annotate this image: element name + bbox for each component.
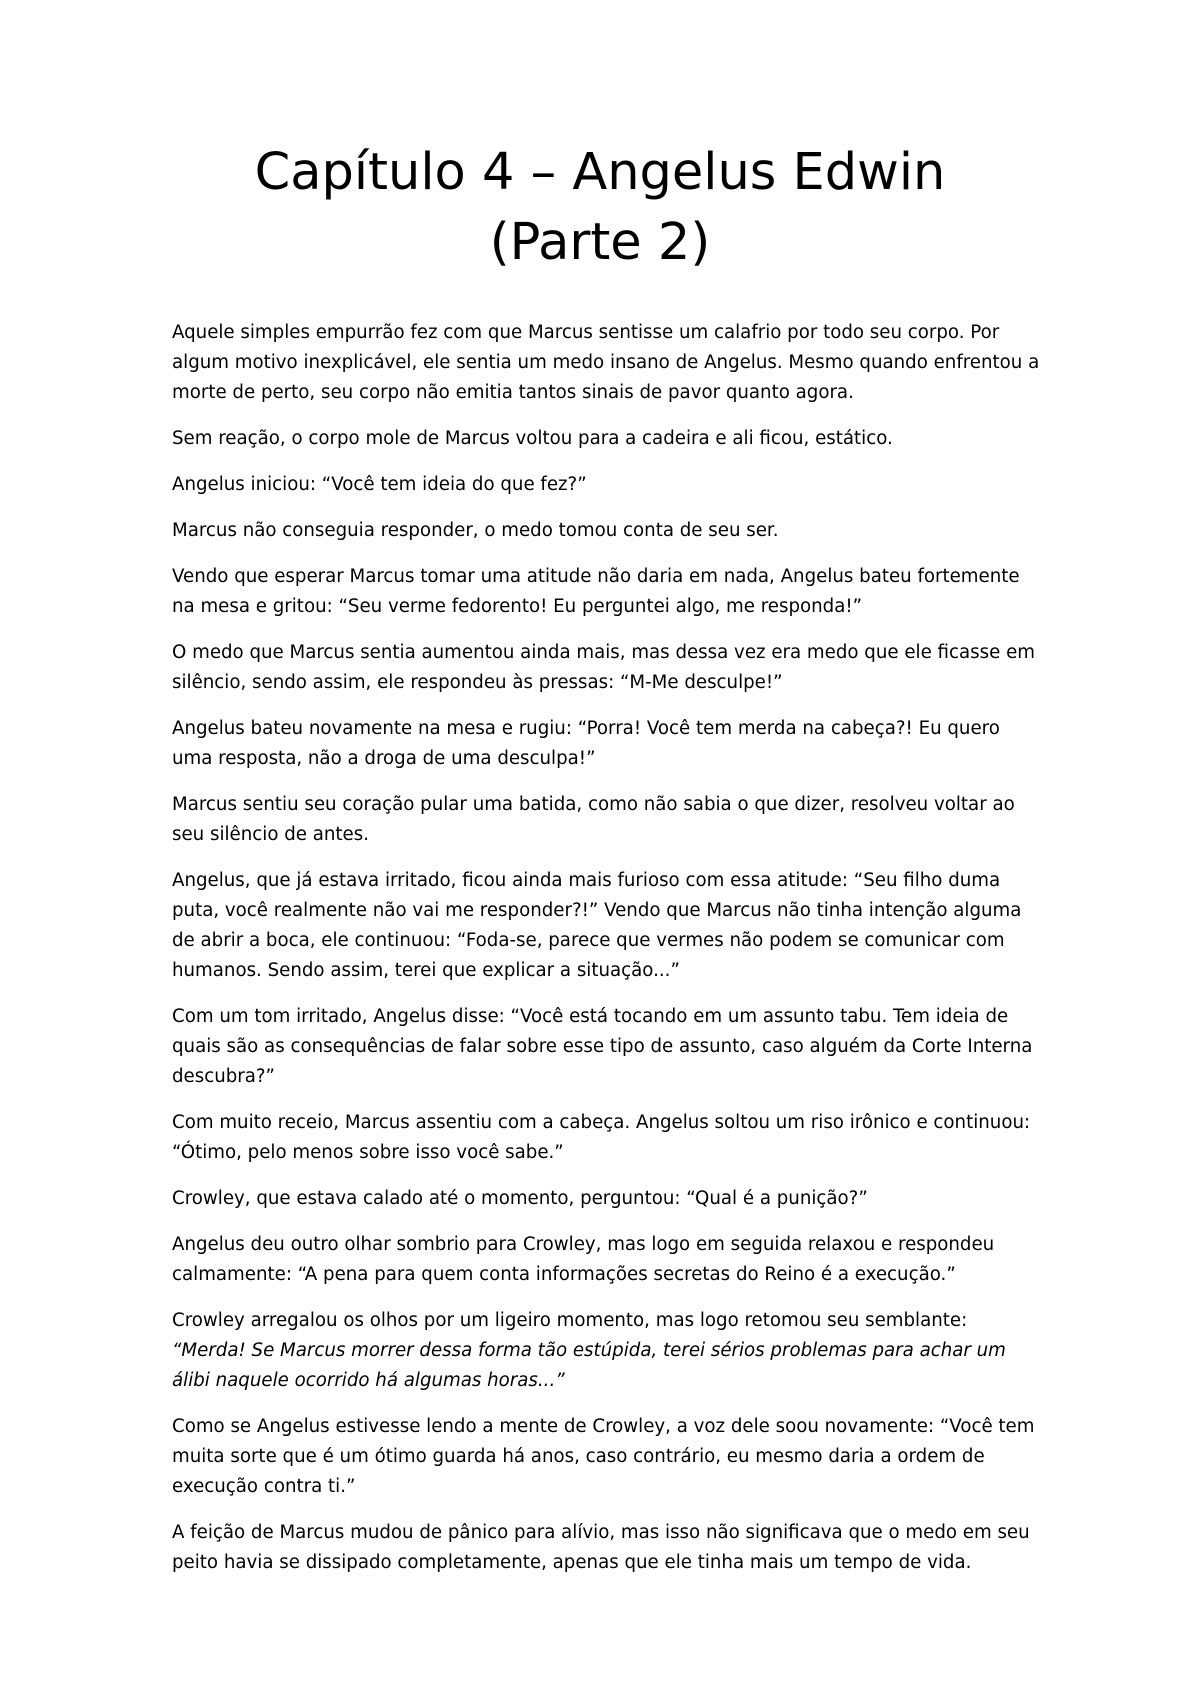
paragraph: Angelus bateu novamente na mesa e rugiu: “Porra! Você tem merda na cabeça?! Eu quero uma resposta, não a droga de uma desculpa!” [172,718,1000,769]
paragraph: Vendo que esperar Marcus tomar uma atitude não daria em nada, Angelus bateu fortemente na mesa e gritou: “Seu verme fedorento! Eu perguntei algo, me responda!” [172,566,1020,617]
paragraph: Como se Angelus estivesse lendo a mente de Crowley, a voz dele soou novamente: “Você tem muita sorte que é um ótimo guarda há anos, caso contrário, eu mesmo daria a ordem de execução contra ti.” [172,1416,1035,1497]
paragraph: Marcus não conseguia responder, o medo tomou conta de seu ser. [172,520,779,541]
chapter-title-line-2: (Parte 2) [489,213,711,272]
paragraph: Com um tom irritado, Angelus disse: “Você está tocando em um assunto tabu. Tem ideia de quais são as consequências de falar sobre esse tipo de assunto, caso alguém da Corte Interna descubra?” [172,1006,1033,1087]
chapter-title [150,138,1050,278]
chapter-title-line-1: Capítulo 4 – Angelus Edwin [254,143,946,202]
paragraph: Com muito receio, Marcus assentiu com a cabeça. Angelus soltou um riso irônico e continuou: “Ótimo, pelo menos sobre isso você sabe.” [172,1112,1031,1163]
paragraph: Sem reação, o corpo mole de Marcus voltou para a cadeira e ali ficou, estático. [172,428,893,449]
paragraph: O medo que Marcus sentia aumentou ainda mais, mas dessa vez era medo que ele ficasse em silêncio, sendo assim, ele respondeu às pressas: “M-Me desculpe!” [172,642,1035,693]
paragraph: Angelus deu outro olhar sombrio para Crowley, mas logo em seguida relaxou e respondeu calmamente: “A pena para quem conta informações secretas do Reino é a execução.” [172,1234,995,1285]
chapter-body [172,318,1040,1578]
paragraph: Angelus, que já estava irritado, ficou ainda mais furioso com essa atitude: “Seu filho duma puta, você realmente não vai me responder?!” Vendo que Marcus não tinha intenção alguma de abrir a boca, ele continuou: “Foda-se, parece que vermes não podem se comunicar com humanos. Sendo assim, terei que explicar a situação...” [172,870,1022,981]
paragraph: Crowley, que estava calado até o momento, perguntou: “Qual é a punição?” [172,1188,868,1209]
paragraph: Angelus iniciou: “Você tem ideia do que fez?” [172,474,587,495]
paragraph: A feição de Marcus mudou de pânico para alívio, mas isso não significava que o medo em seu peito havia se dissipado completamente, apenas que ele tinha mais um tempo de vida. [172,1522,1030,1573]
paragraph: Aquele simples empurrão fez com que Marcus sentisse um calafrio por todo seu corpo. Por algum motivo inexplicável, ele sentia um medo insano de Angelus. Mesmo quando enfrentou a morte de perto, seu corpo não emitia tantos sinais de pavor quanto agora. [172,322,1040,403]
paragraph: Crowley arregalou os olhos por um ligeiro momento, mas logo retomou seu semblante: “Merda! Se Marcus morrer dessa forma tão estúpida, terei sérios problemas para achar um álibi naquele ocorrido há algumas horas...” [172,1310,1006,1391]
paragraph: Marcus sentiu seu coração pular uma batida, como não sabia o que dizer, resolveu voltar ao seu silêncio de antes. [172,794,1015,845]
italic-thought: “Merda! Se Marcus morrer dessa forma tão estúpida, terei sérios problemas para achar um álibi naquele ocorrido há algumas horas...” [172,1340,1006,1391]
